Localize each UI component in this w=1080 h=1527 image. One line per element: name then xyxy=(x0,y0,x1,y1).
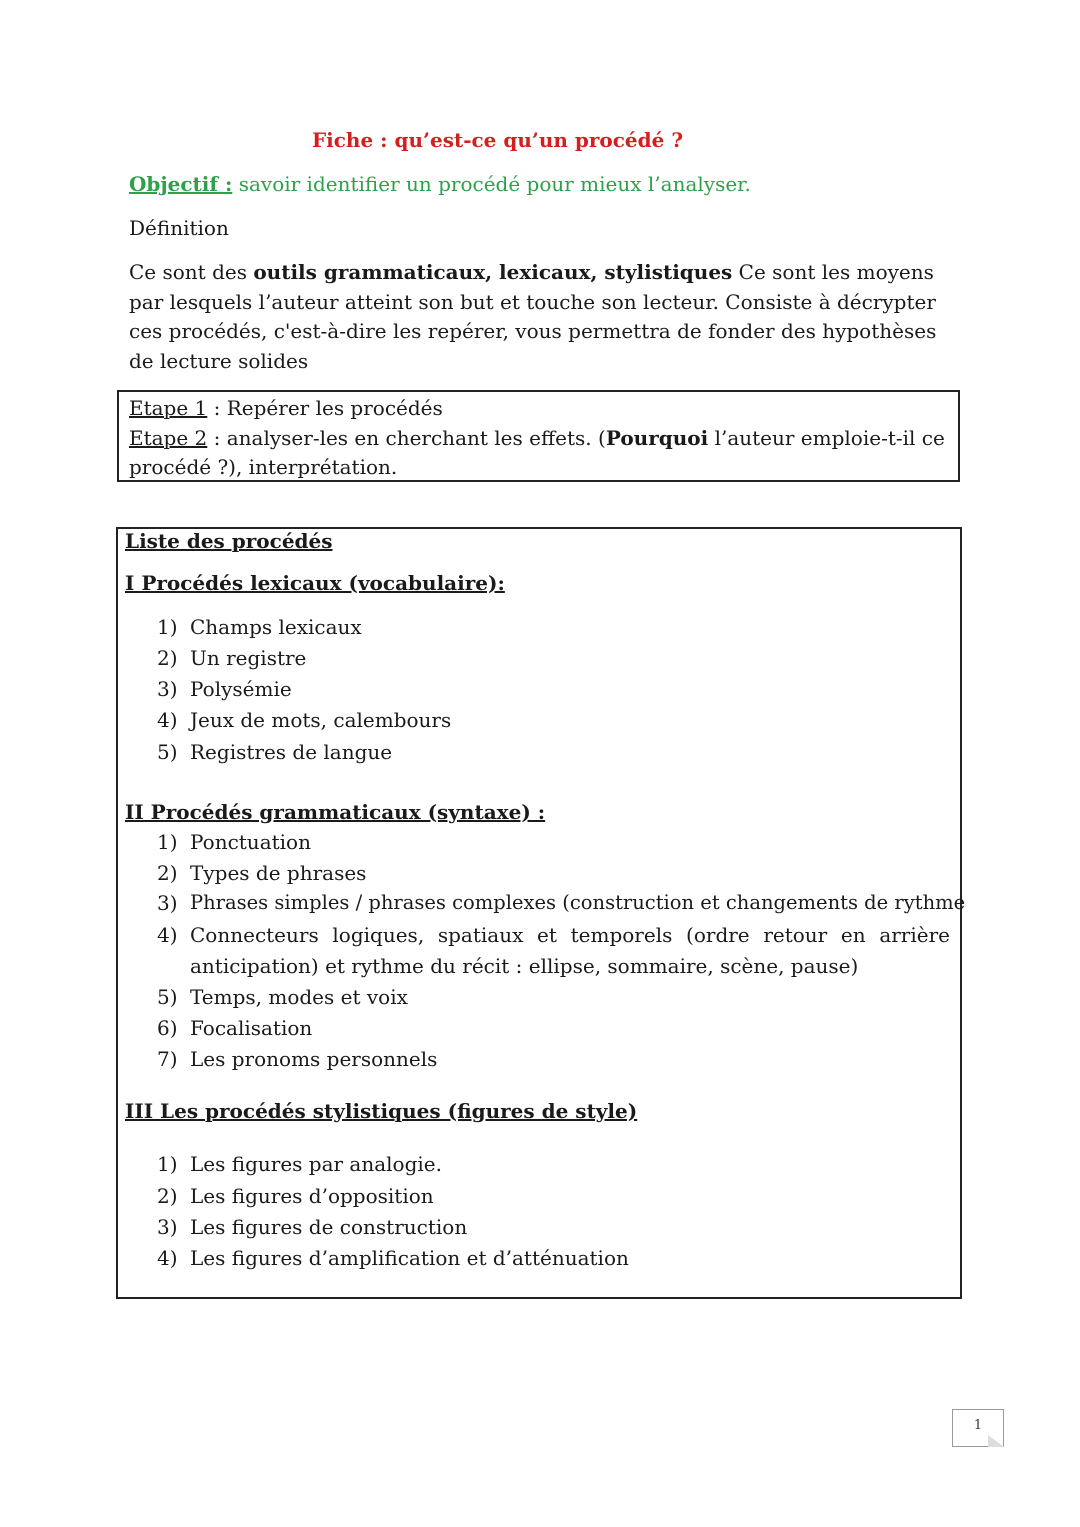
item-number: 4) xyxy=(157,1246,178,1270)
item-text: Les figures d’amplification et d’atténuation xyxy=(190,1246,629,1270)
step-2-text-a: : analyser-les en cherchant les effets. ( xyxy=(207,425,606,450)
definition-paragraph xyxy=(129,258,959,376)
page-title: Fiche : qu’est-ce qu’un procédé ? xyxy=(311,128,684,152)
step-1-label: Etape 1 xyxy=(129,396,208,420)
item-text: Jeux de mots, calembours xyxy=(190,708,452,732)
step-2-bold: Pourquoi xyxy=(605,425,709,450)
item-number: 3) xyxy=(157,677,178,701)
objective-label: Objectif : xyxy=(129,172,233,196)
step-2-label: Etape 2 xyxy=(129,425,208,450)
list-item xyxy=(0,708,1080,736)
item-text: Types de phrases xyxy=(190,861,367,885)
item-number: 6) xyxy=(157,1016,178,1040)
item-number: 7) xyxy=(157,1047,178,1071)
item-number: 1) xyxy=(157,830,178,854)
item-number: 4) xyxy=(157,923,178,947)
item-text: Les pronoms personnels xyxy=(190,1047,438,1071)
item-text: Ponctuation xyxy=(190,830,311,854)
paragraph-rest: Ce sont les moyens par lesquels l’auteur atteint son but et touche son lecteur. Consiste à décrypter ces procédés, c'est-à-dire les repérer, vous permettra de fonder des hypothèses de lecture solides xyxy=(129,260,937,373)
step-2 xyxy=(129,424,948,483)
section-3-title: III Les procédés stylistiques (figures de style) xyxy=(125,1099,638,1123)
item-number: 4) xyxy=(157,708,178,732)
item-text: Registres de langue xyxy=(190,740,393,764)
list-item xyxy=(0,1215,1080,1243)
item-number: 1) xyxy=(157,1152,178,1176)
page-number-box xyxy=(952,1409,1004,1447)
item-number: 3) xyxy=(157,891,178,915)
list-item xyxy=(0,1246,1080,1274)
step-2-text-b: l’auteur emploie-t-il ce procédé ?), interprétation. xyxy=(129,425,945,479)
definition-heading: Définition xyxy=(129,216,229,240)
item-text: Les figures par analogie. xyxy=(190,1152,442,1176)
list-item xyxy=(0,646,1080,674)
item-number: 2) xyxy=(157,646,178,670)
item-text: Champs lexicaux xyxy=(190,615,362,639)
list-item xyxy=(0,677,1080,705)
item-text: Phrases simples / phrases complexes (construction et changements de rythme xyxy=(190,891,966,914)
section-2-title: II Procédés grammaticaux (syntaxe) : xyxy=(125,800,546,824)
item-text: Focalisation xyxy=(190,1016,313,1040)
paragraph-bold: outils grammaticaux, lexicaux, stylistiques xyxy=(253,260,733,284)
objective-text: savoir identifier un procédé pour mieux l’analyser. xyxy=(232,172,751,196)
list-item-continuation xyxy=(0,954,1080,982)
item-number: 2) xyxy=(157,861,178,885)
item-text: Les figures de construction xyxy=(190,1215,468,1239)
list-item xyxy=(0,891,1080,919)
item-number: 3) xyxy=(157,1215,178,1239)
objective-line xyxy=(129,172,751,196)
list-item xyxy=(0,1184,1080,1212)
item-text: Les figures d’opposition xyxy=(190,1184,434,1208)
item-text: Temps, modes et voix xyxy=(190,985,408,1009)
page-curl-icon xyxy=(988,1435,1004,1447)
item-text: anticipation) et rythme du récit : ellipse, sommaire, scène, pause) xyxy=(190,954,859,978)
item-number: 2) xyxy=(157,1184,178,1208)
section-1-title: I Procédés lexicaux (vocabulaire): xyxy=(125,571,505,595)
item-text: Un registre xyxy=(190,646,307,670)
list-item xyxy=(0,830,1080,858)
item-number: 1) xyxy=(157,615,178,639)
item-number: 5) xyxy=(157,985,178,1009)
list-item xyxy=(0,1152,1080,1180)
list-heading: Liste des procédés xyxy=(125,529,333,553)
list-item xyxy=(0,1016,1080,1044)
item-text-justified: Connecteurs logiques, spatiaux et temporels (ordre retour en arrière xyxy=(190,923,950,947)
list-item xyxy=(0,1047,1080,1075)
list-item xyxy=(0,861,1080,889)
paragraph-intro: Ce sont des xyxy=(129,260,254,284)
list-item xyxy=(0,615,1080,643)
steps-box xyxy=(117,390,960,482)
list-item xyxy=(0,740,1080,768)
step-1 xyxy=(129,394,948,424)
item-number: 5) xyxy=(157,740,178,764)
step-1-text: : Repérer les procédés xyxy=(207,396,443,420)
page-number: 1 xyxy=(973,1418,983,1433)
item-text: Polysémie xyxy=(190,677,292,701)
list-item xyxy=(0,985,1080,1013)
